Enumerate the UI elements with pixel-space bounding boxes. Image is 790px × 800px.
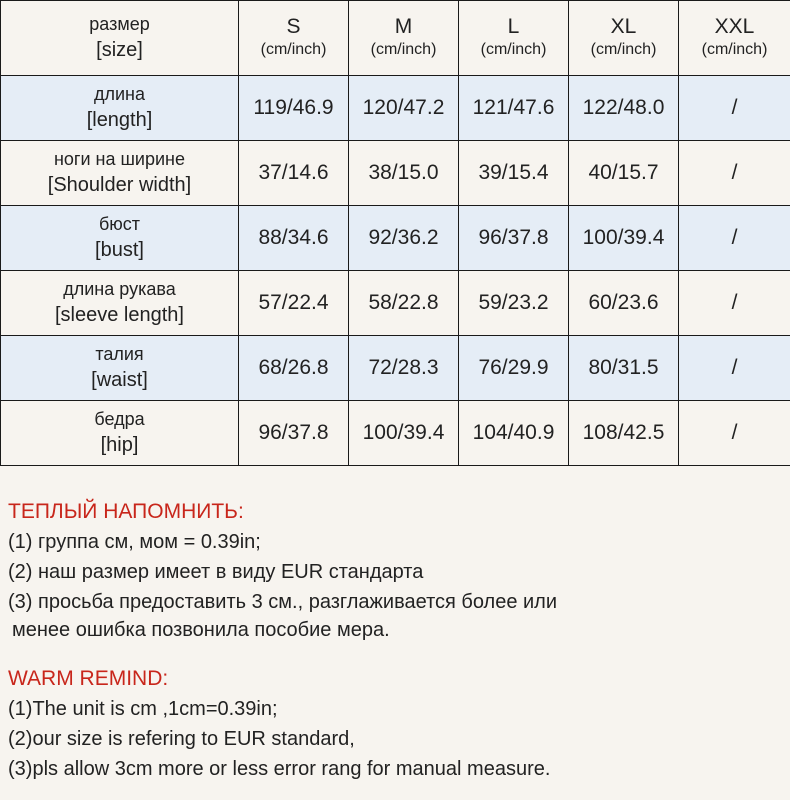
value-cell: 108/42.5	[569, 401, 679, 466]
header-row	[1, 1, 790, 76]
table-row-waist	[1, 336, 790, 401]
note-line: (3)pls allow 3cm more or less error rang for manual measure.	[8, 758, 551, 780]
note-line: (2)our size is refering to EUR standard,	[8, 728, 355, 750]
size-unit: (cm/inch)	[260, 41, 327, 58]
size-unit: (cm/inch)	[370, 41, 437, 58]
value-cell: 60/23.6	[569, 271, 679, 336]
row-label-en: [waist]	[91, 369, 148, 391]
size-unit: (cm/inch)	[480, 41, 547, 58]
notes-russian	[8, 497, 778, 643]
note-line: (3) просьба предоставить 3 см., разглаживается более или	[8, 591, 558, 613]
notes-heading-ru: ТЕПЛЫЙ НАПОМНИТЬ:	[8, 500, 244, 523]
value-cell: 59/23.2	[459, 271, 569, 336]
size-unit: (cm/inch)	[590, 41, 657, 58]
table-row-length	[1, 76, 790, 141]
value-cell: 38/15.0	[349, 141, 459, 206]
value-cell: 80/31.5	[569, 336, 679, 401]
note-line: (2) наш размер имеет в виду EUR стандарта	[8, 561, 424, 583]
row-label-cell	[1, 76, 239, 141]
value-cell: 100/39.4	[349, 401, 459, 466]
row-label-cell	[1, 141, 239, 206]
size-name: M	[394, 15, 413, 38]
row-label-ru: бюст	[98, 214, 141, 234]
value-cell: 58/22.8	[349, 271, 459, 336]
table-row-hip	[1, 401, 790, 466]
note-line-continuation: менее ошибка позвонила пособие мера.	[12, 619, 390, 641]
size-header-xl	[569, 1, 679, 76]
note-line: (1) группа см, мом = 0.39in;	[8, 531, 261, 553]
value-cell: /	[679, 76, 790, 141]
value-cell: /	[679, 206, 790, 271]
corner-label-ru: размер	[89, 14, 150, 34]
row-label-ru: длина	[93, 84, 145, 104]
value-cell: 120/47.2	[349, 76, 459, 141]
note-line: (1)The unit is cm ,1cm=0.39in;	[8, 698, 278, 720]
row-label-ru: ноги на ширине	[53, 149, 186, 169]
size-header-m	[349, 1, 459, 76]
size-unit: (cm/inch)	[701, 41, 768, 58]
value-cell: 68/26.8	[239, 336, 349, 401]
value-cell: 37/14.6	[239, 141, 349, 206]
value-cell: /	[679, 336, 790, 401]
value-cell: 72/28.3	[349, 336, 459, 401]
row-label-cell	[1, 206, 239, 271]
table-row-shoulder-width	[1, 141, 790, 206]
notes-english	[8, 664, 778, 784]
value-cell: 57/22.4	[239, 271, 349, 336]
row-label-en: [sleeve length]	[55, 304, 184, 326]
row-label-en: [Shoulder width]	[47, 174, 192, 196]
size-name: L	[507, 15, 520, 38]
value-cell: 96/37.8	[239, 401, 349, 466]
value-cell: /	[679, 271, 790, 336]
row-label-en: [bust]	[95, 239, 144, 261]
value-cell: 76/29.9	[459, 336, 569, 401]
value-cell: 104/40.9	[459, 401, 569, 466]
value-cell: 40/15.7	[569, 141, 679, 206]
size-header-xxl	[679, 1, 790, 76]
size-name: S	[286, 15, 301, 38]
corner-header-cell	[1, 1, 239, 76]
size-name: XXL	[714, 15, 755, 38]
size-header-s	[239, 1, 349, 76]
size-name: XL	[610, 15, 637, 38]
row-label-ru: бедра	[94, 409, 145, 429]
row-label-en: [hip]	[100, 434, 139, 456]
value-cell: 121/47.6	[459, 76, 569, 141]
value-cell: 96/37.8	[459, 206, 569, 271]
table-row-bust	[1, 206, 790, 271]
table-row-sleeve-length	[1, 271, 790, 336]
row-label-ru: талия	[95, 344, 144, 364]
row-label-cell	[1, 336, 239, 401]
row-label-ru: длина рукава	[63, 279, 176, 299]
value-cell: 88/34.6	[239, 206, 349, 271]
value-cell: 39/15.4	[459, 141, 569, 206]
row-label-cell	[1, 271, 239, 336]
size-header-l	[459, 1, 569, 76]
value-cell: 122/48.0	[569, 76, 679, 141]
value-cell: 119/46.9	[239, 76, 349, 141]
row-label-cell	[1, 401, 239, 466]
value-cell: 92/36.2	[349, 206, 459, 271]
corner-label-en: [size]	[96, 39, 143, 61]
value-cell: /	[679, 141, 790, 206]
notes-heading-en: WARM REMIND:	[8, 667, 169, 690]
value-cell: 100/39.4	[569, 206, 679, 271]
value-cell: /	[679, 401, 790, 466]
row-label-en: [length]	[86, 109, 153, 131]
